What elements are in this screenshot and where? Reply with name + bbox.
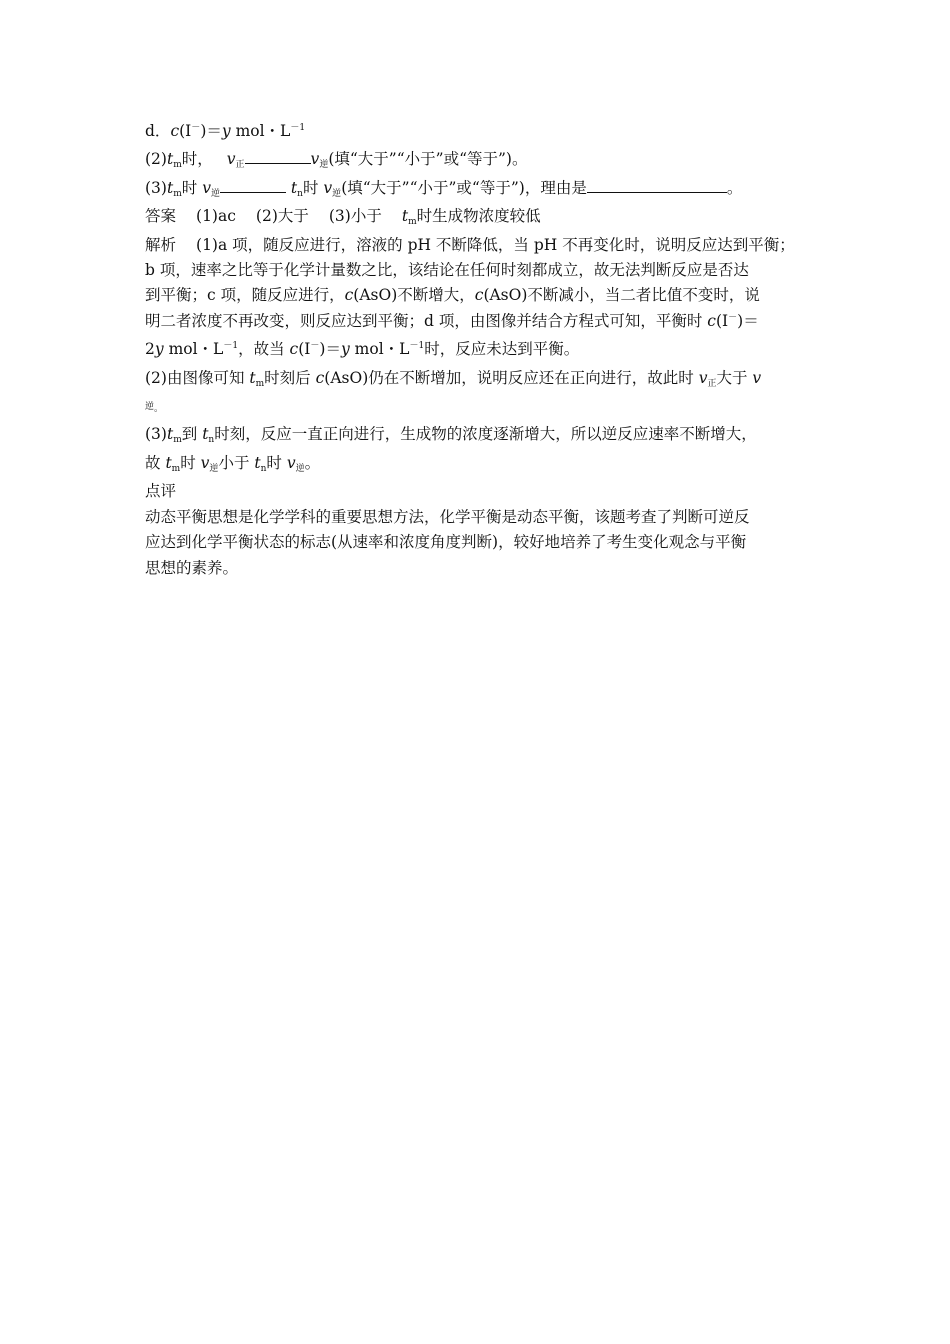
analysis-line-2 — [145, 258, 820, 283]
analysis-text: 时，反应未达到平衡。 — [424, 340, 580, 359]
time-symbol: t — [249, 368, 256, 387]
analysis-text: )＝ — [737, 311, 759, 330]
variable-y: y — [221, 122, 231, 140]
concentration-symbol: c — [289, 340, 299, 359]
analysis-label: 解析 — [145, 235, 177, 254]
option-d — [145, 119, 820, 147]
analysis-text: )＝ — [319, 340, 341, 359]
analysis-text: 时 — [266, 453, 287, 472]
analysis-line-6 — [145, 366, 820, 394]
time-symbol: t — [166, 150, 174, 169]
analysis-text: 2 — [145, 340, 155, 359]
comment-text: 应达到化学平衡状态的标志(从速率和浓度角度判断)，较好地培养了考生变化观念与平衡 — [145, 533, 747, 552]
unit-exponent: －1 — [409, 341, 425, 352]
answer-line — [145, 204, 820, 232]
unit-text: mol・L — [349, 340, 410, 359]
time-symbol: t — [202, 425, 209, 444]
analysis-text: 明二者浓度不再改变，则反应达到平衡；d 项，由图像并结合方程式可知，平衡时 — [145, 311, 708, 330]
analysis-text: 时 — [180, 453, 201, 472]
rate-subscript: 逆 — [209, 463, 219, 474]
comment-line-1 — [145, 505, 820, 530]
option-d-label: d． — [145, 122, 171, 140]
time-subscript: n — [208, 435, 215, 446]
analysis-line-8 — [145, 422, 820, 450]
question-3-instruction: (填“大于”“小于”或“等于”)，理由是 — [341, 178, 587, 197]
rate-subscript: 逆 — [319, 160, 329, 171]
unit-exponent: －1 — [290, 123, 306, 133]
rate-subscript: 正 — [707, 378, 717, 389]
analysis-text: 时刻，反应一直正向进行，生成物的浓度逐渐增大，所以逆反应速率不断增大， — [214, 425, 757, 444]
rate-symbol: v — [310, 150, 320, 169]
time-symbol: t — [166, 425, 174, 444]
charge-superscript: － — [728, 312, 738, 323]
rate-symbol: v — [323, 178, 333, 197]
document-body — [145, 119, 820, 581]
concentration-symbol: c — [707, 311, 716, 330]
question-2-number: (2) — [145, 150, 167, 169]
rate-symbol: v — [752, 368, 762, 387]
time-subscript: m — [173, 188, 182, 199]
analysis-line-3 — [145, 283, 820, 308]
analysis-text: (AsO)不断增大， — [353, 286, 475, 305]
time-symbol: t — [166, 178, 174, 197]
question-3 — [145, 176, 820, 204]
time-symbol: t — [290, 178, 298, 197]
concentration-symbol: c — [344, 286, 354, 305]
rate-subscript: 逆 — [210, 188, 220, 199]
analysis-text: 到 — [181, 425, 203, 444]
rate-subscript: 逆 — [332, 188, 342, 199]
answer-reason: 时生成物浓度较低 — [416, 207, 541, 226]
analysis-text: (AsO)仍在不断增加，说明反应还在正向进行，故此时 — [324, 368, 699, 387]
concentration-symbol: c — [474, 286, 484, 305]
rate-subscript: 正 — [235, 160, 245, 171]
variable-y: y — [154, 340, 164, 359]
rate-symbol: v — [286, 453, 296, 472]
analysis-text: 小于 — [218, 453, 255, 472]
concentration-symbol: c — [170, 122, 180, 140]
time-subscript: n — [297, 188, 303, 199]
comment-label: 点评 — [145, 482, 177, 501]
comment-line-3 — [145, 556, 820, 581]
analysis-text: 故 — [145, 453, 166, 472]
answer-3: (3)小于 — [328, 207, 382, 226]
unit-text: mol・L — [230, 122, 291, 140]
analysis-line-5 — [145, 337, 820, 365]
analysis-text: ，故当 — [238, 340, 290, 359]
analysis-line-4 — [145, 309, 820, 337]
equals-text: )＝ — [200, 122, 222, 140]
time-symbol: t — [401, 207, 409, 226]
analysis-text: (AsO)不断减小，当二者比值不变时，说 — [483, 286, 760, 305]
analysis-text: 。 — [304, 453, 321, 472]
time-symbol: t — [165, 453, 172, 472]
time-subscript: m — [255, 378, 265, 389]
rate-symbol: v — [698, 368, 708, 387]
concentration-symbol: c — [315, 368, 325, 387]
analysis-text: (3) — [145, 425, 167, 444]
time-subscript: m — [408, 217, 417, 228]
analysis-line-9 — [145, 451, 820, 479]
comment-text: 动态平衡思想是化学学科的重要思想方法，化学平衡是动态平衡，该题考查了判断可逆反 — [145, 507, 750, 526]
time-subscript: n — [260, 463, 267, 474]
answer-blank[interactable] — [220, 178, 286, 193]
analysis-line-1 — [145, 233, 820, 258]
rate-symbol: v — [226, 150, 236, 169]
analysis-line-7 — [145, 394, 820, 422]
rate-symbol: v — [202, 178, 211, 197]
analysis-text: 时刻后 — [264, 368, 316, 387]
period-text: 。 — [726, 178, 743, 197]
time-subscript: m — [173, 435, 182, 446]
answer-1: (1)ac — [196, 207, 236, 226]
comment-line-2 — [145, 530, 820, 555]
species-text: (I — [179, 122, 192, 140]
analysis-text: 到平衡；c 项，随反应进行， — [145, 286, 345, 305]
analysis-text: 。 — [154, 404, 164, 415]
answer-blank[interactable] — [245, 149, 311, 164]
time-subscript: m — [173, 160, 182, 171]
charge-superscript: － — [310, 341, 320, 352]
analysis-text: (I — [298, 340, 311, 359]
question-3-number: (3) — [145, 178, 167, 197]
analysis-text: (2)由图像可知 — [145, 368, 250, 387]
answer-label: 答案 — [145, 207, 177, 226]
time-subscript: m — [171, 463, 181, 474]
analysis-text: 大于 — [716, 368, 753, 387]
unit-exponent: －1 — [223, 341, 239, 352]
question-3-text: 时 — [181, 178, 198, 197]
question-2 — [145, 147, 820, 175]
question-3-text: 时 — [302, 178, 319, 197]
rate-symbol: v — [200, 453, 210, 472]
rate-subscript: 逆 — [145, 402, 155, 413]
variable-y: y — [340, 340, 350, 359]
charge-superscript: － — [191, 123, 201, 133]
time-symbol: t — [254, 453, 261, 472]
unit-text: mol・L — [163, 340, 224, 359]
rate-subscript: 逆 — [295, 463, 305, 474]
question-2-instruction: (填“大于”“小于”或“等于”)。 — [328, 150, 528, 169]
comment-label-line — [145, 479, 820, 504]
reason-blank[interactable] — [587, 178, 727, 193]
answer-2: (2)大于 — [255, 207, 309, 226]
analysis-text: b 项，速率之比等于化学计量数之比，该结论在任何时刻都成立，故无法判断反应是否达 — [145, 261, 749, 280]
analysis-text: (I — [715, 311, 729, 330]
comment-text: 思想的素养。 — [145, 558, 239, 577]
question-2-text: 时， — [181, 150, 213, 169]
analysis-text: (1)a 项，随反应进行，溶液的 pH 不断降低，当 pH 不再变化时，说明反应达到平衡； — [196, 235, 795, 254]
